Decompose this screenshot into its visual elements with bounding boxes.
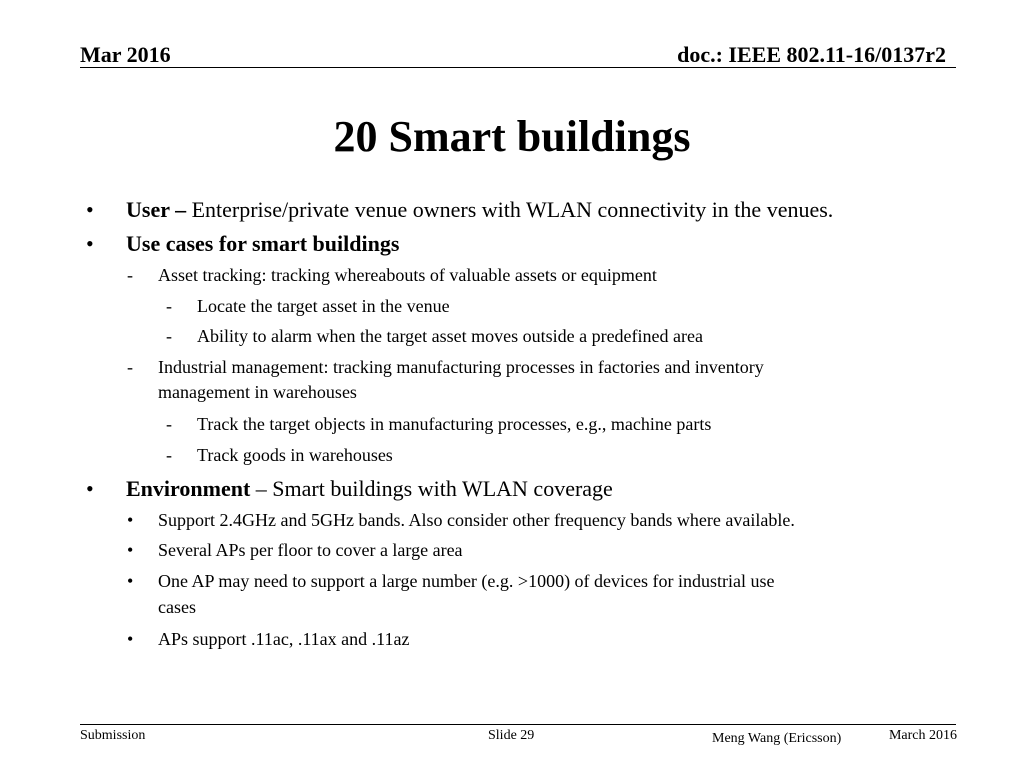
dash-marker: - [166, 414, 172, 434]
slide-title: 20 Smart buildings [333, 112, 691, 161]
footer-date: March 2016 [888, 728, 957, 743]
footer-author: Meng Wang (Ericsson) [712, 731, 842, 746]
dash-marker: - [127, 357, 133, 377]
environment-label: Environment [126, 476, 251, 501]
footer-slide-number: Slide 29 [488, 728, 535, 743]
dash-marker: - [166, 326, 172, 346]
dash-marker: - [166, 296, 172, 316]
item-industrial-line2: management in warehouses [158, 382, 357, 402]
bullet-user [126, 197, 833, 223]
header-rule [80, 67, 956, 68]
item-one-ap-line2: cases [158, 597, 196, 617]
bullet-marker: • [86, 476, 94, 501]
item-one-ap-line1: One AP may need to support a large number (e.g. >1000) of devices for industrial use [158, 571, 775, 591]
user-text: Enterprise/private venue owners with WLAN connectivity in the venues. [186, 197, 834, 222]
user-label: User – [126, 197, 187, 222]
bullet-marker: • [86, 197, 94, 222]
header-doc-id: doc.: IEEE 802.11-16/0137r2 [677, 42, 946, 67]
bullet-marker: • [127, 510, 134, 530]
bullet-marker: • [127, 540, 134, 560]
item-industrial-line1: Industrial management: tracking manufacturing processes in factories and inventory [158, 357, 764, 377]
footer-submission: Submission [80, 728, 146, 743]
item-asset-tracking: Asset tracking: tracking whereabouts of valuable assets or equipment [158, 265, 657, 285]
header-date: Mar 2016 [80, 42, 171, 67]
item-several-aps: Several APs per floor to cover a large area [158, 540, 463, 560]
bullet-marker: • [86, 231, 94, 256]
footer-rule [80, 724, 956, 725]
item-track-objects: Track the target objects in manufacturing processes, e.g., machine parts [197, 414, 712, 434]
dash-marker: - [166, 445, 172, 465]
item-support-bands: Support 2.4GHz and 5GHz bands. Also consider other frequency bands where available. [158, 510, 795, 530]
bullet-environment [126, 476, 613, 502]
bullet-marker: • [127, 629, 134, 649]
item-locate: Locate the target asset in the venue [197, 296, 450, 316]
item-alarm: Ability to alarm when the target asset moves outside a predefined area [197, 326, 703, 346]
bullet-use-cases: Use cases for smart buildings [126, 231, 400, 256]
bullet-marker: • [127, 571, 134, 591]
item-aps-support: APs support .11ac, .11ax and .11az [158, 629, 410, 649]
item-track-goods: Track goods in warehouses [197, 445, 393, 465]
environment-text: – Smart buildings with WLAN coverage [250, 476, 613, 501]
dash-marker: - [127, 265, 133, 285]
